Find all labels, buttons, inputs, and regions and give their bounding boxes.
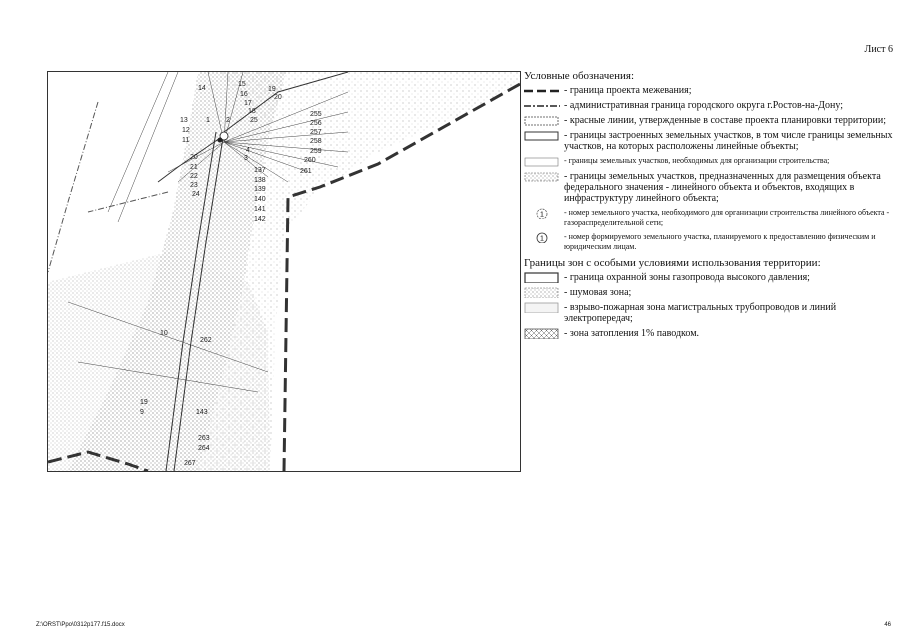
parcel-number-label: 261 [300, 168, 312, 175]
parcel-number-label: 257 [310, 129, 322, 136]
parcel-number-label: 16 [240, 91, 248, 98]
dotted-fill-box-icon [524, 171, 560, 182]
legend-item [524, 208, 894, 228]
legend-title: Условные обозначения: [524, 70, 635, 82]
node-dot [218, 138, 223, 143]
light-box-icon [524, 302, 560, 313]
parcel-number-label: 256 [310, 120, 322, 127]
parcel-number-label: 10 [160, 330, 168, 337]
parcel-number-label: 260 [304, 157, 316, 164]
zone-item [524, 302, 894, 324]
legend-item-label: - административная граница городского округа г.Ростов-на-Дону; [564, 100, 843, 111]
parcel-number-label: 15 [238, 81, 246, 88]
parcel-number-label: 139 [254, 186, 266, 193]
legend-item [524, 85, 894, 96]
parcel-number-label: 258 [310, 138, 322, 145]
parcel-number-label: 23 [190, 182, 198, 189]
parcel-number-label: 1 [206, 117, 210, 124]
legend [524, 71, 894, 343]
parcel-number-label: 22 [190, 173, 198, 180]
parcel-number-label: 267 [184, 460, 196, 467]
parcel-number-label: 2 [226, 117, 230, 124]
map-frame[interactable] [47, 71, 521, 472]
parcel-number-label: 140 [254, 196, 266, 203]
map-drawing [48, 72, 520, 471]
parcel-number-label: 4 [246, 147, 250, 154]
parcel-number-label: 17 [244, 100, 252, 107]
dashed-thick-line-icon [524, 85, 560, 96]
parcel-number-label: 141 [254, 206, 266, 213]
dotted-fill-box-icon [524, 287, 560, 298]
parcel-number-label: 12 [182, 127, 190, 134]
legend-item [524, 100, 894, 111]
footer-file-path: Z:\ORST\Ppo\0312p177.f15.docx [36, 622, 125, 628]
legend-item [524, 232, 894, 252]
parcel-number-label: 142 [254, 216, 266, 223]
zone-item-label: - граница охранной зоны газопровода высокого давления; [564, 272, 810, 283]
legend-item-label: - номер формируемого земельного участка, планируемого к предоставлению физическим и юридическим лицам. [564, 232, 876, 251]
circled-number-icon [524, 232, 560, 243]
parcel-number-label: 19 [268, 86, 276, 93]
zones-title: Границы зон с особыми условиями использования территории: [524, 257, 821, 269]
admin-boundary [48, 102, 168, 272]
parcel-number-label: 264 [198, 445, 210, 452]
legend-item-label: - номер земельного участка, необходимого для организации строительства линейного объекта - газораспределительной сети; [564, 208, 890, 227]
parcel-number-label: 9 [140, 409, 144, 416]
parcel-number-label: 19 [140, 399, 148, 406]
parcel-number-label: 18 [248, 108, 256, 115]
legend-item-label: - красные линии, утвержденные в составе проекта планировки территории; [564, 115, 886, 126]
parcel-number-label: 14 [198, 85, 206, 92]
parcel-number-label: 20 [274, 94, 282, 101]
parcel-number-label: 138 [254, 177, 266, 184]
footer-page-number: 46 [884, 622, 891, 628]
zone-item-label: - зона затопления 1% паводком. [564, 328, 700, 339]
legend-item [524, 130, 894, 152]
parcel-number-label: 259 [310, 148, 322, 155]
parcel-number-label: 137 [254, 167, 266, 174]
legend-item [524, 171, 894, 204]
svg-text:1: 1 [540, 235, 544, 243]
built-parcel-area [48, 252, 270, 471]
legend-item-label: - граница проекта межевания; [564, 85, 692, 96]
parcel-number-label: 21 [190, 164, 198, 171]
zone-item-label: - взрыво-пожарная зона магистральных трубопроводов и линий электропередач; [564, 302, 837, 324]
parcel-number-label: 24 [192, 191, 200, 198]
legend-item-label: - границы земельных участков, необходимых для организации строительства; [564, 156, 830, 165]
thin-box-icon [524, 156, 560, 167]
zone-item [524, 287, 894, 298]
zone-item [524, 328, 894, 339]
parcel-number-label: 263 [198, 435, 210, 442]
parcel-number-label: 20 [190, 154, 198, 161]
svg-text:1: 1 [540, 211, 544, 219]
parcel-number-label: 255 [310, 111, 322, 118]
solid-box-icon [524, 130, 560, 141]
zone-item-label: - шумовая зона; [564, 287, 632, 298]
circled-number-dashed-icon [524, 208, 560, 219]
dotted-box-icon [524, 115, 560, 126]
parcel-number-label: 262 [200, 337, 212, 344]
crosshatch-box-icon [524, 328, 560, 339]
outlined-box-icon [524, 272, 560, 283]
legend-item-label: - границы земельных участков, предназначенных для размещения объекта федерального значения - линейного объекта и объектов, входящих в инфраструктуру линейного объекта; [564, 171, 881, 204]
legend-item [524, 115, 894, 126]
parcel-number-label: 3 [244, 155, 248, 162]
legend-item-label: - границы застроенных земельных участков, в том числе границы земельных участков, на которых расположены линейные объекты; [564, 130, 893, 152]
sheet-label: Лист 6 [864, 44, 893, 55]
zone-item [524, 272, 894, 283]
parcel-number-label: 13 [180, 117, 188, 124]
parcel-number-label: 25 [250, 117, 258, 124]
parcel-number-label: 143 [196, 409, 208, 416]
legend-item [524, 156, 894, 167]
dash-dot-line-icon [524, 100, 560, 111]
parcel-number-label: 11 [182, 137, 190, 144]
